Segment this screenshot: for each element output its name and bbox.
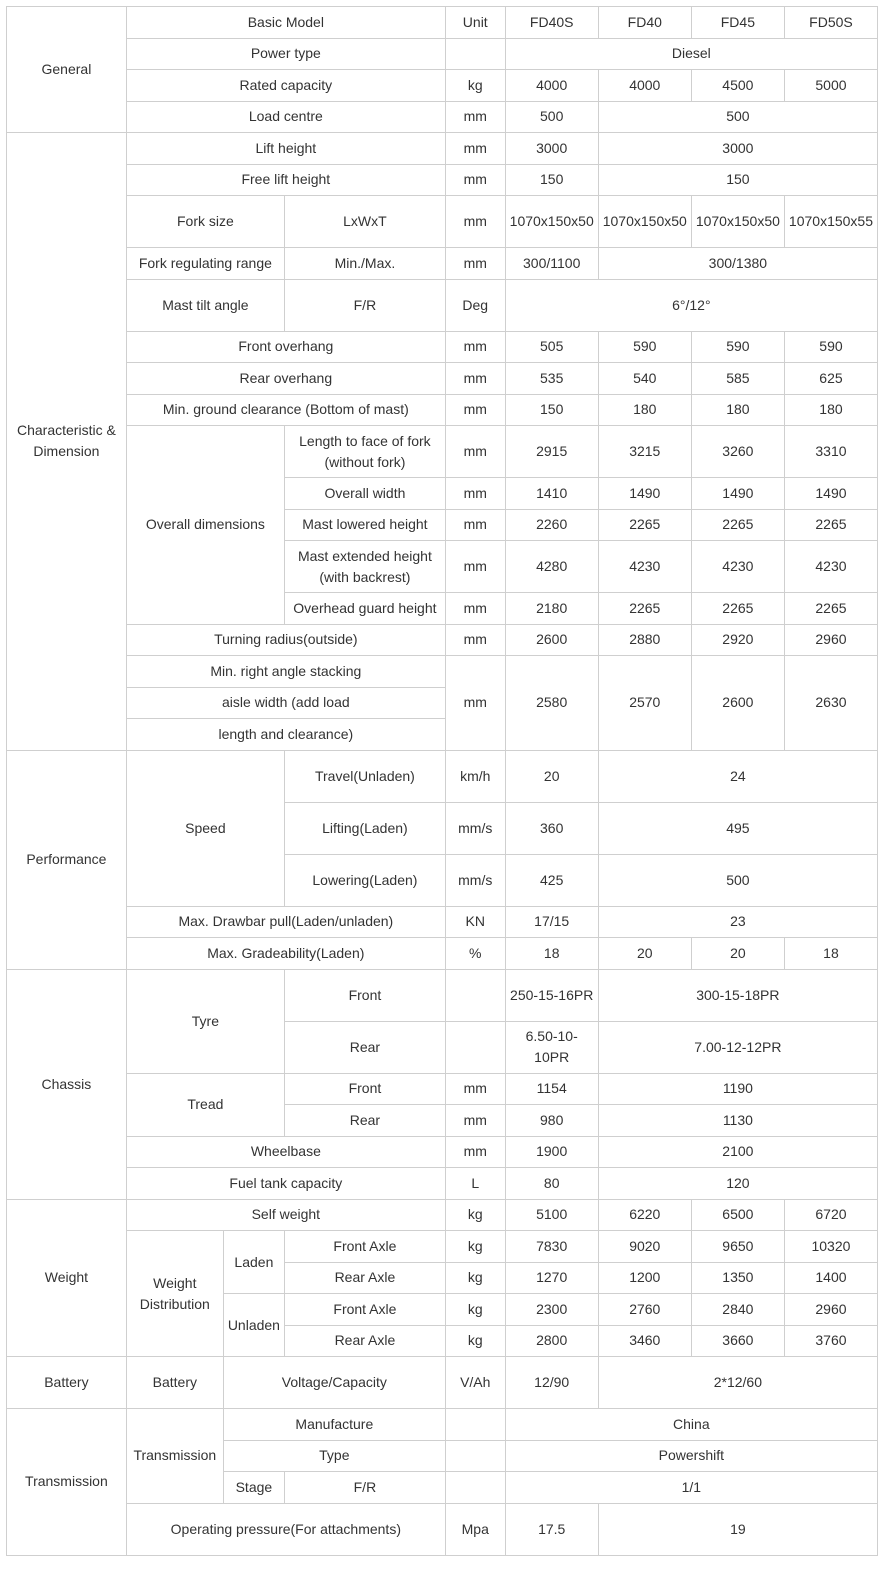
table-cell: 1/1 (505, 1472, 877, 1504)
table-cell: 590 (691, 331, 784, 363)
table-cell (445, 1409, 505, 1441)
table-cell: 360 (505, 802, 598, 854)
table-cell (445, 969, 505, 1021)
table-cell: 20 (691, 938, 784, 970)
table-cell: Front (284, 969, 445, 1021)
table-cell: 625 (784, 363, 877, 395)
table-row (7, 38, 878, 70)
table-row (7, 624, 878, 656)
spec-table (6, 6, 878, 1556)
table-cell: 7830 (505, 1231, 598, 1263)
table-cell: mm (445, 248, 505, 280)
table-row (7, 164, 878, 196)
table-cell: 17/15 (505, 906, 598, 938)
table-cell: Rear (284, 1021, 445, 1073)
table-cell: Min. right angle stacking (126, 656, 445, 688)
table-cell: aisle width (add load (126, 687, 445, 719)
table-cell: Fuel tank capacity (126, 1168, 445, 1200)
table-cell: Voltage/Capacity (223, 1357, 445, 1409)
table-row (7, 1357, 878, 1409)
table-row (7, 101, 878, 133)
table-cell: kg (445, 1294, 505, 1326)
table-cell: 1350 (691, 1262, 784, 1294)
table-cell: mm (445, 196, 505, 248)
table-cell: 1900 (505, 1136, 598, 1168)
table-row (7, 70, 878, 102)
table-cell: Laden (223, 1231, 284, 1294)
table-cell: length and clearance) (126, 719, 445, 751)
table-cell: 500 (598, 101, 877, 133)
table-cell: 2760 (598, 1294, 691, 1326)
table-cell: Deg (445, 279, 505, 331)
table-cell: Powershift (505, 1440, 877, 1472)
table-cell: 2265 (598, 593, 691, 625)
table-cell (445, 38, 505, 70)
table-cell: 3310 (784, 426, 877, 478)
table-cell: Tyre (126, 969, 284, 1073)
table-cell: 9650 (691, 1231, 784, 1263)
table-row (7, 394, 878, 426)
table-cell: Overall width (284, 478, 445, 510)
section-label: Chassis (7, 969, 127, 1199)
table-cell: Rated capacity (126, 70, 445, 102)
table-cell: Manufacture (223, 1409, 445, 1441)
table-cell: 2570 (598, 656, 691, 751)
table-row (7, 133, 878, 165)
table-cell: 18 (505, 938, 598, 970)
table-cell: 495 (598, 802, 877, 854)
section-label: General (7, 7, 127, 133)
table-cell: 1400 (784, 1262, 877, 1294)
table-cell: Stage (223, 1472, 284, 1504)
table-cell: 3215 (598, 426, 691, 478)
table-cell: 10320 (784, 1231, 877, 1263)
table-row (7, 1503, 878, 1555)
table-cell: 2300 (505, 1294, 598, 1326)
table-cell: Unladen (223, 1294, 284, 1357)
table-cell: 120 (598, 1168, 877, 1200)
table-cell: mm (445, 394, 505, 426)
table-cell: mm/s (445, 802, 505, 854)
table-cell: Lifting(Laden) (284, 802, 445, 854)
table-cell: Front Axle (284, 1231, 445, 1263)
table-cell: 980 (505, 1105, 598, 1137)
table-row (7, 906, 878, 938)
table-cell: 1154 (505, 1073, 598, 1105)
table-cell: Operating pressure(For attachments) (126, 1503, 445, 1555)
section-label: Battery (7, 1357, 127, 1409)
table-cell: Rear Axle (284, 1262, 445, 1294)
table-cell: Free lift height (126, 164, 445, 196)
table-cell: 6.50-10-10PR (505, 1021, 598, 1073)
table-cell: FD45 (691, 7, 784, 39)
table-cell: mm (445, 624, 505, 656)
table-cell: 1490 (598, 478, 691, 510)
table-cell: Basic Model (126, 7, 445, 39)
table-cell: Length to face of fork (without fork) (284, 426, 445, 478)
table-cell: Speed (126, 750, 284, 906)
table-cell: 500 (505, 101, 598, 133)
table-cell: Rear overhang (126, 363, 445, 395)
table-cell: 2180 (505, 593, 598, 625)
table-cell: 1490 (691, 478, 784, 510)
table-cell: mm (445, 101, 505, 133)
table-cell: 80 (505, 1168, 598, 1200)
table-cell: 2880 (598, 624, 691, 656)
table-row (7, 279, 878, 331)
table-cell: KN (445, 906, 505, 938)
table-row (7, 750, 878, 802)
table-row (7, 331, 878, 363)
table-cell: 3000 (505, 133, 598, 165)
table-cell: Weight Distribution (126, 1231, 223, 1357)
table-cell: 2960 (784, 1294, 877, 1326)
section-label: Characteristic & Dimension (7, 133, 127, 751)
table-cell: FD50S (784, 7, 877, 39)
table-cell: mm (445, 331, 505, 363)
table-cell: 2840 (691, 1294, 784, 1326)
table-cell: Front overhang (126, 331, 445, 363)
table-cell: 20 (598, 938, 691, 970)
table-cell: 150 (505, 394, 598, 426)
table-cell: Power type (126, 38, 445, 70)
table-cell: 1070x150x50 (598, 196, 691, 248)
table-cell: Front (284, 1073, 445, 1105)
table-cell: 1190 (598, 1073, 877, 1105)
table-cell: Lift height (126, 133, 445, 165)
table-cell: Battery (126, 1357, 223, 1409)
table-cell: 250-15-16PR (505, 969, 598, 1021)
table-cell: F/R (284, 279, 445, 331)
table-cell: Turning radius(outside) (126, 624, 445, 656)
table-cell: Overhead guard height (284, 593, 445, 625)
table-cell: Unit (445, 7, 505, 39)
table-cell: 2*12/60 (598, 1357, 877, 1409)
table-cell: 4000 (598, 70, 691, 102)
table-cell: Front Axle (284, 1294, 445, 1326)
table-cell: 20 (505, 750, 598, 802)
table-row (7, 1073, 878, 1105)
table-cell: 2260 (505, 509, 598, 541)
table-cell: mm (445, 426, 505, 478)
table-cell: FD40 (598, 7, 691, 39)
table-cell: mm (445, 1105, 505, 1137)
table-cell: 2630 (784, 656, 877, 751)
table-cell: 1200 (598, 1262, 691, 1294)
table-cell: km/h (445, 750, 505, 802)
table-cell: 2920 (691, 624, 784, 656)
table-cell: 9020 (598, 1231, 691, 1263)
table-row (7, 1409, 878, 1441)
table-cell: 6°/12° (505, 279, 877, 331)
table-cell (445, 1440, 505, 1472)
table-cell: mm (445, 593, 505, 625)
table-row (7, 969, 878, 1021)
table-cell: Min. ground clearance (Bottom of mast) (126, 394, 445, 426)
table-cell: 2265 (691, 593, 784, 625)
section-label: Weight (7, 1199, 127, 1357)
table-cell: 1490 (784, 478, 877, 510)
table-cell: kg (445, 1231, 505, 1263)
table-cell: 1070x150x55 (784, 196, 877, 248)
table-cell (445, 1021, 505, 1073)
table-cell: 425 (505, 854, 598, 906)
table-cell: 7.00-12-12PR (598, 1021, 877, 1073)
table-cell: 3760 (784, 1325, 877, 1357)
table-cell: 585 (691, 363, 784, 395)
table-cell: mm (445, 541, 505, 593)
table-cell: 180 (784, 394, 877, 426)
table-cell: Fork regulating range (126, 248, 284, 280)
table-cell: 1410 (505, 478, 598, 510)
spec-table-body (7, 7, 878, 1556)
table-cell: Travel(Unladen) (284, 750, 445, 802)
table-cell: 6500 (691, 1199, 784, 1231)
table-cell: mm (445, 509, 505, 541)
table-cell: 3660 (691, 1325, 784, 1357)
table-cell: mm (445, 1136, 505, 1168)
table-cell: 6220 (598, 1199, 691, 1231)
table-cell: mm (445, 656, 505, 751)
table-cell: 2600 (691, 656, 784, 751)
table-cell: 3000 (598, 133, 877, 165)
table-cell: LxWxT (284, 196, 445, 248)
table-row (7, 363, 878, 395)
table-cell: 6720 (784, 1199, 877, 1231)
table-cell: 1130 (598, 1105, 877, 1137)
table-cell: 5000 (784, 70, 877, 102)
table-cell: Transmission (126, 1409, 223, 1504)
table-cell: 505 (505, 331, 598, 363)
table-cell: 535 (505, 363, 598, 395)
table-cell: Mast tilt angle (126, 279, 284, 331)
table-cell: Mast extended height (with backrest) (284, 541, 445, 593)
table-cell: 5100 (505, 1199, 598, 1231)
table-cell: 17.5 (505, 1503, 598, 1555)
table-cell: China (505, 1409, 877, 1441)
table-cell: Mpa (445, 1503, 505, 1555)
table-row (7, 1168, 878, 1200)
table-cell (445, 1472, 505, 1504)
table-row (7, 1199, 878, 1231)
table-row (7, 1231, 878, 1263)
table-cell: Mast lowered height (284, 509, 445, 541)
table-cell: 300/1100 (505, 248, 598, 280)
table-row (7, 7, 878, 39)
table-cell: Max. Drawbar pull(Laden/unladen) (126, 906, 445, 938)
table-cell: Diesel (505, 38, 877, 70)
table-cell: kg (445, 1199, 505, 1231)
table-cell: Fork size (126, 196, 284, 248)
table-cell: mm (445, 133, 505, 165)
section-label: Performance (7, 750, 127, 969)
table-row (7, 248, 878, 280)
table-cell: Self weight (126, 1199, 445, 1231)
table-cell: 3260 (691, 426, 784, 478)
table-cell: 2265 (598, 509, 691, 541)
table-cell: 300-15-18PR (598, 969, 877, 1021)
table-cell: 2600 (505, 624, 598, 656)
table-cell: Overall dimensions (126, 426, 284, 625)
table-cell: V/Ah (445, 1357, 505, 1409)
table-cell: 2915 (505, 426, 598, 478)
table-cell: Wheelbase (126, 1136, 445, 1168)
table-cell: 590 (784, 331, 877, 363)
table-cell: 4280 (505, 541, 598, 593)
table-cell: mm (445, 1073, 505, 1105)
table-cell: kg (445, 70, 505, 102)
table-cell: 23 (598, 906, 877, 938)
table-cell: Tread (126, 1073, 284, 1136)
table-cell: 180 (598, 394, 691, 426)
table-cell: 2580 (505, 656, 598, 751)
table-cell: 18 (784, 938, 877, 970)
section-label: Transmission (7, 1409, 127, 1556)
table-cell: 540 (598, 363, 691, 395)
table-row (7, 426, 878, 478)
table-cell: 2265 (784, 593, 877, 625)
table-cell: % (445, 938, 505, 970)
table-cell: Max. Gradeability(Laden) (126, 938, 445, 970)
table-cell: 180 (691, 394, 784, 426)
table-cell: L (445, 1168, 505, 1200)
table-cell: 500 (598, 854, 877, 906)
table-cell: F/R (284, 1472, 445, 1504)
table-cell: Rear (284, 1105, 445, 1137)
table-cell: 2265 (784, 509, 877, 541)
table-cell: kg (445, 1325, 505, 1357)
table-row (7, 656, 878, 688)
table-cell: 24 (598, 750, 877, 802)
table-cell: 2800 (505, 1325, 598, 1357)
table-cell: 4230 (784, 541, 877, 593)
table-cell: 1070x150x50 (505, 196, 598, 248)
table-cell: 3460 (598, 1325, 691, 1357)
table-cell: 4230 (691, 541, 784, 593)
table-cell: 19 (598, 1503, 877, 1555)
table-cell: mm (445, 478, 505, 510)
table-cell: 4500 (691, 70, 784, 102)
table-cell: FD40S (505, 7, 598, 39)
table-cell: kg (445, 1262, 505, 1294)
table-row (7, 1136, 878, 1168)
table-cell: Min./Max. (284, 248, 445, 280)
table-cell: mm/s (445, 854, 505, 906)
table-cell: 150 (598, 164, 877, 196)
table-cell: 150 (505, 164, 598, 196)
table-cell: 1070x150x50 (691, 196, 784, 248)
table-cell: mm (445, 164, 505, 196)
table-cell: 2960 (784, 624, 877, 656)
table-cell: 2265 (691, 509, 784, 541)
table-cell: Type (223, 1440, 445, 1472)
table-cell: Load centre (126, 101, 445, 133)
table-row (7, 196, 878, 248)
table-cell: Rear Axle (284, 1325, 445, 1357)
table-cell: 4000 (505, 70, 598, 102)
table-cell: 12/90 (505, 1357, 598, 1409)
table-cell: 590 (598, 331, 691, 363)
table-cell: Lowering(Laden) (284, 854, 445, 906)
table-cell: 4230 (598, 541, 691, 593)
table-row (7, 938, 878, 970)
table-cell: mm (445, 363, 505, 395)
table-cell: 2100 (598, 1136, 877, 1168)
table-cell: 1270 (505, 1262, 598, 1294)
table-cell: 300/1380 (598, 248, 877, 280)
